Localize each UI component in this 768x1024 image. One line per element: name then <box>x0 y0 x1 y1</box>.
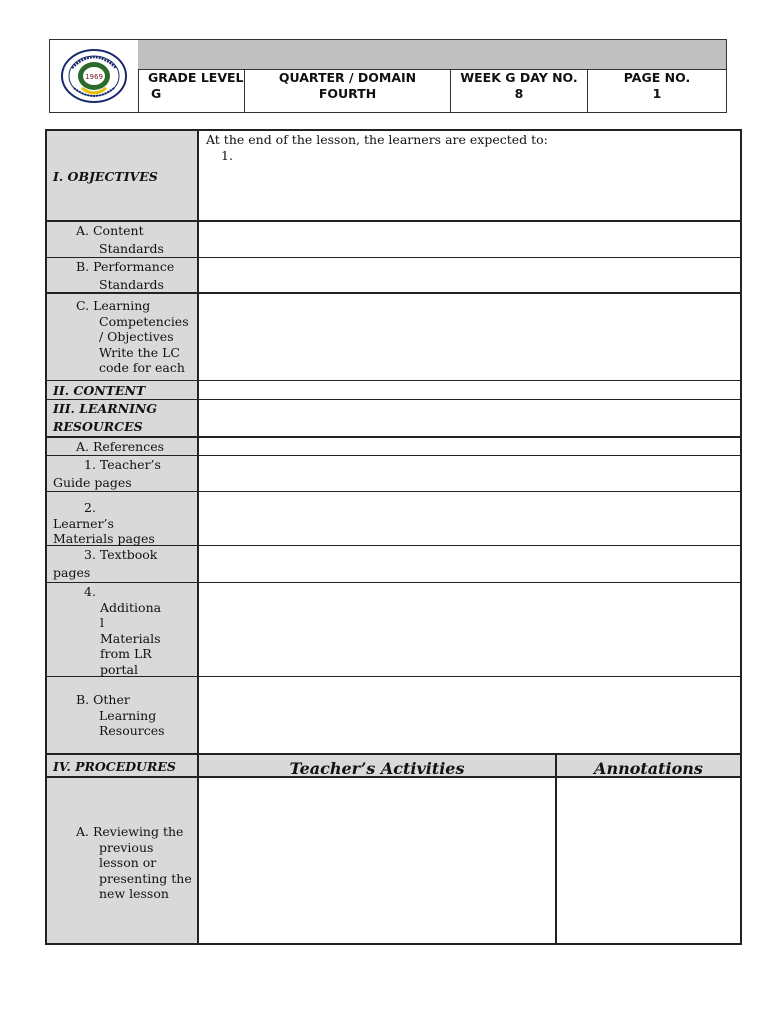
content-standards-value[interactable] <box>199 222 740 257</box>
additional-materials-line3: l <box>100 615 104 630</box>
learning-resources-line1: III. LEARNING <box>53 401 158 416</box>
learners-materials-line1: 2. <box>84 500 96 515</box>
reviewing-row <box>47 778 740 943</box>
content-standards-line2: Standards <box>99 240 164 256</box>
learning-resources-row <box>47 400 740 438</box>
learners-materials-line2: Learner’s <box>53 515 114 531</box>
objectives-label: I. OBJECTIVES <box>53 169 158 184</box>
grade-level-value: G <box>151 86 162 101</box>
additional-materials-line4: Materials <box>100 630 161 646</box>
learning-resources-value[interactable] <box>199 400 740 436</box>
performance-standards-line2: Standards <box>99 276 164 292</box>
performance-standards-row <box>47 258 740 294</box>
week-cell <box>451 69 588 112</box>
learning-competencies-value[interactable] <box>199 294 740 380</box>
learning-competencies-line2: Competencies <box>99 313 189 329</box>
performance-standards-value[interactable] <box>199 258 740 292</box>
header-block <box>49 39 727 113</box>
reviewing-line3: lesson or <box>99 855 157 870</box>
learners-materials-row <box>47 492 740 546</box>
objectives-item-1: 1. <box>221 148 233 163</box>
header-gray-bar <box>138 40 726 70</box>
additional-materials-value[interactable] <box>199 583 740 676</box>
other-resources-line3: Resources <box>99 723 165 738</box>
learning-competencies-line5: code for each <box>99 360 185 375</box>
week-label: WEEK G DAY NO. <box>460 70 578 85</box>
additional-materials-line5: from LR <box>100 646 152 661</box>
objectives-row <box>47 131 740 222</box>
performance-standards-line1: B. Performance <box>76 259 175 274</box>
reviewing-line5: new lesson <box>99 886 169 901</box>
objectives-intro: At the end of the lesson, the learners are expected to: <box>206 132 548 147</box>
textbook-line2: pages <box>53 564 91 580</box>
quarter-value: FOURTH <box>318 86 377 101</box>
objectives-value[interactable] <box>199 131 740 220</box>
teacher-activities-header: Teacher’s Activities <box>289 759 465 778</box>
textbook-line1: 3. Textbook <box>84 547 158 562</box>
reviewing-line4: presenting the <box>99 870 192 886</box>
learners-materials-line3: Materials pages <box>53 531 155 546</box>
quarter-cell <box>245 69 451 112</box>
quarter-label: QUARTER / DOMAIN <box>278 70 417 85</box>
learning-competencies-line4: Write the LC <box>99 344 180 360</box>
content-row <box>47 381 740 400</box>
textbook-row <box>47 546 740 583</box>
learning-resources-line2: RESOURCES <box>53 418 143 434</box>
references-value[interactable] <box>199 438 740 455</box>
textbook-value[interactable] <box>199 546 740 582</box>
reviewing-line1: A. Reviewing the <box>76 824 184 839</box>
page-value: 1 <box>652 86 662 101</box>
reviewing-annotations[interactable] <box>557 778 740 943</box>
teachers-guide-line2: Guide pages <box>53 474 132 490</box>
learning-competencies-row <box>47 294 740 381</box>
learning-competencies-line1: C. Learning <box>76 298 151 313</box>
reviewing-teacher-activities[interactable] <box>199 778 555 943</box>
grade-level-cell <box>138 69 245 112</box>
column-divider <box>555 755 557 776</box>
content-label: II. CONTENT <box>53 383 146 398</box>
learners-materials-value[interactable] <box>199 492 740 545</box>
other-resources-value[interactable] <box>199 677 740 753</box>
lesson-plan-table <box>45 129 742 945</box>
teachers-guide-row <box>47 456 740 492</box>
procedures-label: IV. PROCEDURES <box>53 759 176 774</box>
reviewing-line2: previous <box>99 839 154 855</box>
learning-competencies-line3: / Objectives <box>99 329 174 344</box>
content-value[interactable] <box>199 381 740 399</box>
week-value: 8 <box>514 86 524 101</box>
additional-materials-line6: portal <box>100 661 138 677</box>
annotations-header: Annotations <box>594 759 703 778</box>
logo-cell <box>50 40 139 112</box>
school-seal-icon <box>60 48 128 104</box>
additional-materials-row <box>47 583 740 677</box>
other-resources-line2: Learning <box>99 707 157 723</box>
other-resources-line1: B. Other <box>76 692 130 707</box>
references-row <box>47 438 740 456</box>
content-standards-row <box>47 222 740 258</box>
teachers-guide-line1: 1. Teacher’s <box>84 457 161 472</box>
page-label: PAGE NO. <box>623 70 691 85</box>
page-cell <box>588 69 726 112</box>
additional-materials-line1: 4. <box>84 584 96 599</box>
other-resources-row <box>47 677 740 755</box>
content-standards-line1: A. Content <box>76 223 144 238</box>
references-label: A. References <box>76 439 165 454</box>
svg-text:1969: 1969 <box>85 73 103 81</box>
additional-materials-line2: Additiona <box>100 599 162 615</box>
procedures-header-row <box>47 755 740 778</box>
teachers-guide-value[interactable] <box>199 456 740 491</box>
grade-level-label: GRADE LEVEL <box>148 70 244 85</box>
